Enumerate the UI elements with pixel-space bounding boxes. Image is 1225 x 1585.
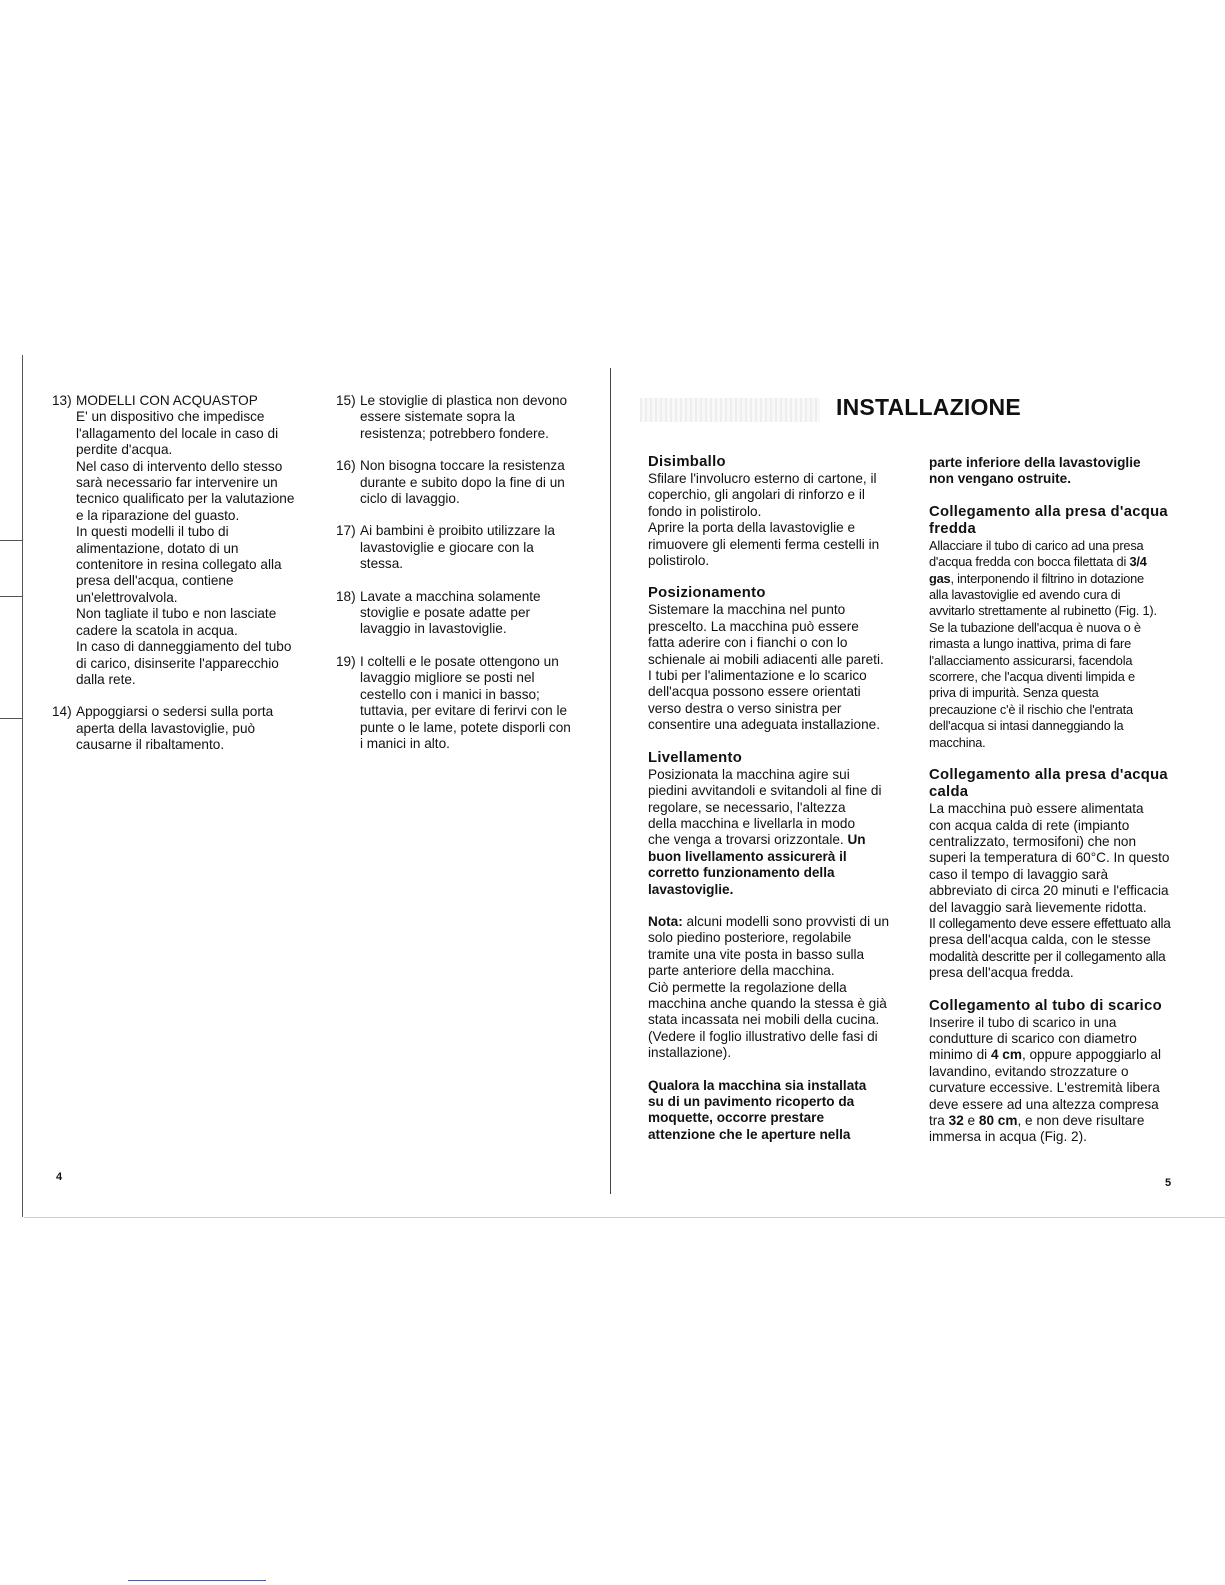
line: consentire una adeguata installazione. [648,717,881,733]
line: lavaggio migliore se posti nel [360,670,535,686]
bold-text: 4 cm [990,1047,1022,1063]
section-acqua-calda [929,767,1197,981]
page-fold [610,368,611,1194]
line: presa dell'acqua fredda. [929,965,1074,981]
line: La macchina può essere alimentata [929,801,1144,817]
line: Non bisogna toccare la resistenza [360,458,565,474]
line: coperchio, gli angolari di rinforzo e il [648,487,865,503]
line: perdite d'acqua. [76,442,173,458]
line: Sistemare la macchina nel punto [648,602,846,618]
line: cestello con i manici in basso; [360,686,540,702]
line: avvitarlo strettamente al rubinetto (Fig. 1). [929,603,1157,619]
margin-tick [0,540,22,541]
line: polistirolo. [648,553,710,569]
text: alcuni modelli sono provvisti di un [682,913,890,929]
line: Inserire il tubo di scarico in una [929,1014,1117,1030]
bold-text: 32 [948,1113,964,1128]
line: i manici in alto. [360,735,450,751]
line [648,832,910,848]
line: punte o le lame, potete disporli con [360,719,571,735]
bold-text: 3/4 [1129,554,1147,570]
section-heading: Collegamento alla presa d'acqua [929,503,1168,520]
section-nota [648,914,910,1062]
text: che venga a trovarsi orizzontale. [648,832,848,848]
bold-line: buon livellamento assicurerà il [648,848,847,864]
list-item-13 [52,393,322,688]
section-scarico [929,998,1197,1146]
line: precauzione c'è il rischio che l'entrata [929,701,1133,717]
line: centralizzato, termosifoni) che non [929,833,1137,849]
line: dell'acqua possono essere orientati [648,684,861,700]
line: I tubi per l'alimentazione e lo scarico [648,668,867,684]
line: scorrere, che l'acqua diventi limpida e [929,669,1135,685]
line: regolare, se necessario, l'altezza [648,799,846,815]
bold-text: gas [929,570,951,586]
line: tecnico qualificato per la valutazione [76,491,295,507]
margin-tick [0,718,22,719]
line: In questi modelli il tubo di [76,524,229,540]
line [648,914,910,930]
line: solo piedino posteriore, regolabile [648,930,852,946]
line: I coltelli e le posate ottengono un [360,653,559,669]
line: (Vedere il foglio illustrativo delle fasi di [648,1028,878,1044]
line: fatta aderire con i fianchi o con lo [648,635,848,651]
line: stoviglie e posate adatte per [360,605,531,621]
line: immersa in acqua (Fig. 2). [929,1129,1087,1145]
line: resistenza; potrebbero fondere. [360,425,549,441]
line: tuttavia, per evitare di ferirvi con le [360,703,568,719]
list-item-18 [336,589,598,638]
item-number: 19) [336,653,356,669]
section-posizionamento [648,585,910,733]
line: l'allagamento del locale in caso di [76,425,279,441]
right-column-1 [648,454,910,1159]
line: Se la tubazione dell'acqua è nuova o è [929,619,1141,635]
line: Non tagliate il tubo e non lasciate [76,606,277,622]
bold-text: Un [847,832,866,848]
line: tramite una vite posta in basso sulla [648,946,865,962]
line: lavastoviglie e giocare con la [360,539,534,555]
bold-line: non vengano ostruite. [929,471,1071,487]
section-heading: Posizionamento [648,585,766,602]
bold-line: parte inferiore della lavastoviglie [929,455,1141,470]
line: presa dell'acqua calda, con le stesse [929,932,1151,948]
item-number: 15) [336,393,356,408]
text: minimo di [929,1047,991,1063]
section-moquette-cont [929,455,1197,488]
line: Il collegamento deve essere effettuato alla [929,915,1171,931]
section-disimballo [648,454,910,569]
left-page-edge [22,355,23,1217]
line: un'elettrovalvola. [76,589,178,605]
item-number: 13) [52,393,72,408]
line: e la riparazione del guasto. [76,507,240,523]
line [929,571,1197,587]
text: tra [929,1113,949,1128]
bold-line: su di un pavimento ricoperto da [648,1094,855,1109]
line: lavaggio in lavastoviglie. [360,621,507,637]
line: della macchina e livellarla in modo [648,815,856,831]
list-item-15 [336,393,598,442]
list-item-19 [336,654,598,752]
line: parte anteriore della macchina. [648,963,835,979]
line: Appoggiarsi o sedersi sulla porta [76,704,274,720]
line: con acqua calda di rete (impianto [929,817,1130,833]
line: del lavaggio sarà lievemente ridotta. [929,899,1147,915]
line: alla lavastoviglie ed avendo cura di [929,587,1121,603]
line: priva di impurità. Senza questa [929,685,1099,701]
page-title: INSTALLAZIONE [836,394,1021,420]
section-heading: Livellamento [648,749,743,766]
list-item-16 [336,458,598,507]
item-number: 18) [336,588,356,604]
bold-line: Qualora la macchina sia installata [648,1077,867,1093]
page-number-right: 5 [1165,1177,1172,1189]
line: Posizionata la macchina agire sui [648,766,850,782]
line: MODELLI CON ACQUASTOP [76,393,258,408]
line: Ciò permette la regolazione della [648,979,847,995]
line: superi la temperatura di 60°C. In questo [929,850,1170,866]
bold-line: corretto funzionamento della [648,865,835,881]
line: installazione). [648,1045,732,1061]
line: Aprire la porta della lavastoviglie e [648,520,856,536]
line: E' un dispositivo che impedisce [76,409,265,425]
line: Nel caso di intervento dello stesso [76,458,283,474]
line: condutture di scarico con diametro [929,1030,1137,1046]
line: durante e subito dopo la fine di un [360,474,565,490]
line: aperta della lavastoviglie, può [76,720,256,736]
line: alimentazione, dotato di un [76,540,239,556]
text: d'acqua fredda con bocca filettata di [929,554,1130,570]
line: stessa. [360,556,404,572]
line: macchina. [929,734,986,750]
line: curvature eccessive. L'estremità libera [929,1080,1160,1096]
margin-tick [0,596,22,597]
line: caso il tempo di lavaggio sarà [929,866,1109,882]
line: deve essere ad una altezza compresa [929,1096,1159,1112]
bold-line: lavastoviglie. [648,881,734,897]
line: rimuovere gli elementi ferma cestelli in [648,536,880,552]
section-heading: fredda [929,520,977,537]
bold-line: moquette, occorre prestare [648,1110,825,1126]
left-column-2 [336,393,598,752]
bottom-edge [24,1217,1225,1218]
line: fondo in polistirolo. [648,503,762,519]
item-number: 16) [336,458,356,474]
line: l'allacciamento assicurarsi, facendola [929,652,1133,668]
list-item-17 [336,523,598,572]
note-label: Nota: [648,913,683,929]
bold-text: 80 cm [978,1113,1018,1128]
line: stata incassata nei mobili della cucina. [648,1012,880,1028]
section-heading: calda [929,784,969,801]
page-number-left: 4 [56,1171,63,1183]
line [929,554,1197,570]
line: verso destra o verso sinistra per [648,700,842,716]
line: di carico, disinserite l'apparecchio [76,655,279,671]
scan-noise [640,398,820,422]
line: presa dell'acqua, contiene [76,573,234,589]
line: cadere la scatola in acqua. [76,622,238,638]
line: causarne il ribaltamento. [76,737,225,753]
line: prescelto. La macchina può essere [648,618,859,634]
line: essere sistemate sopra la [360,409,515,425]
right-column-2 [929,455,1197,1162]
line: macchina anche quando la stessa è già [648,995,887,1011]
list-item-14 [52,704,322,753]
line: lavandino, evitando strozzature o [929,1063,1129,1079]
blue-underline [128,1580,266,1581]
line: dell'acqua si intasi danneggiando la [929,718,1124,734]
section-acqua-fredda [929,504,1197,751]
section-heading: Collegamento alla presa d'acqua [929,767,1168,784]
line: modalità descritte per il collegamento alla [929,948,1166,964]
section-heading: Collegamento al tubo di scarico [929,997,1162,1014]
text: , e non deve risultare [1017,1113,1145,1128]
item-number: 14) [52,704,72,720]
line [929,1113,1197,1129]
line: ciclo di lavaggio. [360,491,460,507]
line: Ai bambini è proibito utilizzare la [360,523,555,539]
line: abbreviato di circa 20 minuti e l'efficacia [929,883,1169,899]
line: rimasta a lungo inattiva, prima di fare [929,636,1132,652]
line: In caso di danneggiamento del tubo [76,639,292,655]
section-moquette [648,1078,910,1144]
bold-line: attenzione che le aperture nella [648,1126,851,1142]
left-column-1 [52,393,322,754]
text: e [963,1113,979,1128]
line: schienale ai mobili adiacenti alle pareti. [648,651,884,667]
section-heading: Disimballo [648,454,726,470]
line [929,1047,1197,1063]
item-number: 17) [336,523,356,539]
line: Allacciare il tubo di carico ad una presa [929,537,1144,553]
line: Le stoviglie di plastica non devono [360,393,568,408]
section-livellamento [648,750,910,898]
line: sarà necessario far intervenire un [76,475,278,491]
text: , oppure appoggiarlo al [1021,1047,1162,1063]
line: contenitore in resina collegato alla [76,557,282,573]
line: Sfilare l'involucro esterno di cartone, il [648,471,877,486]
line: Lavate a macchina solamente [360,588,541,604]
text: , interponendo il filtrino in dotazione [950,570,1144,586]
line: dalla rete. [76,671,136,687]
line: piedini avvitandoli e svitandoli al fine di [648,783,882,799]
